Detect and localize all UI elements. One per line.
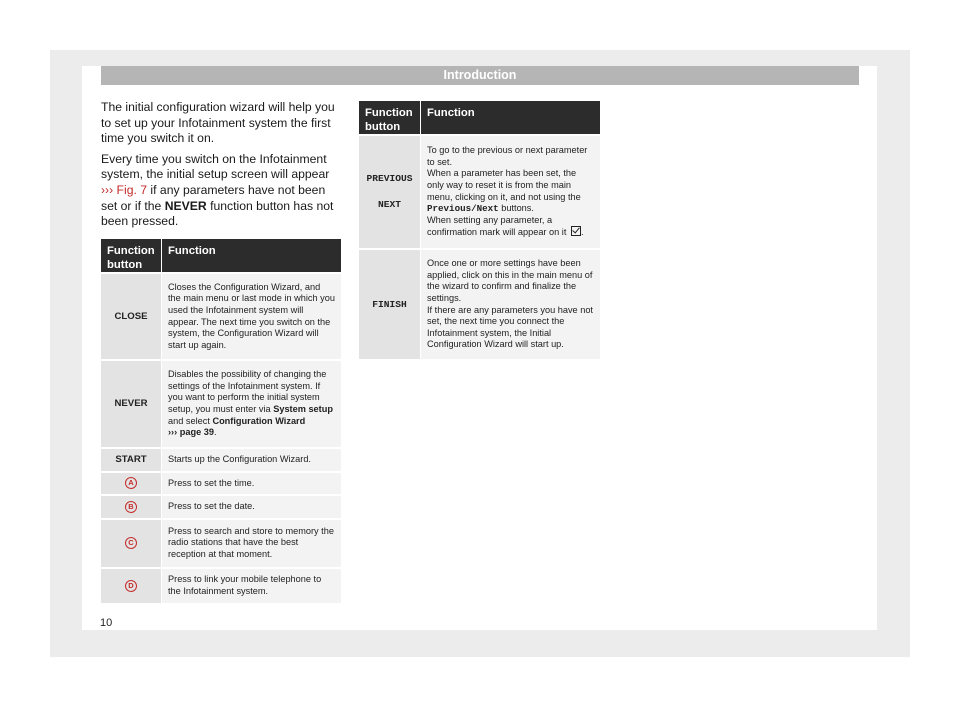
figure-link[interactable]: ››› Fig. 7	[101, 182, 148, 197]
button-never: NEVER	[101, 361, 162, 447]
circle-d-icon: D	[125, 580, 137, 592]
function-description: Press to set the date.	[162, 496, 341, 518]
table-row	[101, 361, 341, 447]
section-header: Introduction	[101, 66, 859, 85]
table-row	[101, 473, 341, 495]
table-header-row	[101, 239, 341, 272]
function-table-left	[101, 237, 341, 605]
header-function-button: Function button	[359, 101, 421, 134]
desc-text: When setting any parameter, a confirmation mark will appear on it	[427, 214, 567, 238]
table-header-row	[359, 101, 600, 134]
table-row	[359, 136, 600, 248]
desc-line-2: If there are any parameters you have not set, the next time you connect the Infotainment system, the Initial Configuration Wizard will start up.	[427, 304, 593, 350]
header-function: Function	[162, 239, 341, 272]
circle-b-icon: B	[125, 501, 137, 513]
button-previous-next	[359, 136, 421, 248]
page-reference: ››› page 39	[168, 427, 214, 438]
button-c	[101, 520, 162, 567]
function-description: Press to link your mobile telephone to the Infotainment system.	[162, 569, 341, 603]
function-table-right	[359, 99, 600, 361]
function-description	[421, 136, 600, 248]
configuration-wizard-label: Configuration Wizard	[212, 415, 306, 426]
button-a	[101, 473, 162, 495]
circle-c-icon: C	[125, 537, 137, 549]
button-previous: PREVIOUS	[366, 173, 413, 185]
desc-text-mid: and select	[168, 415, 213, 426]
button-d	[101, 569, 162, 603]
previous-next-label: Previous/Next	[427, 203, 499, 215]
desc-text: Disables the possibility of changing the settings of the Infotainment system. If you want to perform the initial system setup, you must enter via	[168, 369, 327, 414]
table-row	[101, 449, 341, 471]
intro-paragraph-2	[101, 152, 341, 230]
function-description: Press to search and store to memory the radio stations that have the best reception at that moment.	[162, 520, 341, 567]
function-description: Closes the Configuration Wizard, and the main menu or last mode in which you used the Infotainment system will appear. The next time you switch on the system, the Configuration Wizard will start up again.	[162, 274, 341, 359]
function-description: Press to set the time.	[162, 473, 341, 495]
checkmark-icon	[571, 226, 581, 236]
desc-line-1: Once one or more settings have been applied, click on this in the main menu of the wizard to confirm and finalize the settings.	[427, 258, 593, 303]
desc-text-end: .	[213, 427, 217, 438]
function-description: Starts up the Configuration Wizard.	[162, 449, 341, 471]
desc-line-1: To go to the previous or next parameter to set.	[427, 145, 588, 167]
header-function: Function	[421, 101, 600, 134]
button-close: CLOSE	[101, 274, 162, 359]
intro-p2-text: Every time you switch on the Infotainment system, the initial setup screen will appear	[101, 151, 330, 182]
desc-line-3: When setting any parameter, a confirmation mark will appear on it .	[427, 214, 584, 238]
intro-p2-text-mid: if any parameters have not been set or if the	[101, 182, 326, 213]
intro-text	[101, 100, 341, 235]
table-row	[101, 520, 341, 567]
function-description	[162, 361, 341, 447]
button-next: NEXT	[377, 199, 402, 210]
circle-a-icon: A	[125, 477, 137, 489]
desc-line-2	[427, 168, 594, 214]
table-row	[359, 250, 600, 359]
desc-text: When a parameter has been set, the only way to reset it is from the main menu, clicking on it, and not using the	[427, 168, 581, 202]
header-function-button: Function button	[101, 239, 162, 272]
desc-text-end: buttons.	[498, 203, 534, 214]
never-keyword: NEVER	[164, 198, 207, 213]
button-start: START	[101, 449, 162, 471]
table-row	[101, 274, 341, 359]
button-b	[101, 496, 162, 518]
button-finish	[359, 250, 421, 359]
system-setup-label: System setup	[273, 404, 333, 414]
page-number: 10	[100, 617, 113, 629]
intro-paragraph-1: The initial configuration wizard will help you to set up your Infotainment system the first time you switch it on.	[101, 100, 335, 146]
table-row	[101, 569, 341, 603]
intro-p2-text-end: function button has not been pressed.	[101, 198, 334, 229]
table-row	[101, 496, 341, 518]
function-description	[421, 250, 600, 359]
finish-label: FINISH	[372, 298, 407, 310]
